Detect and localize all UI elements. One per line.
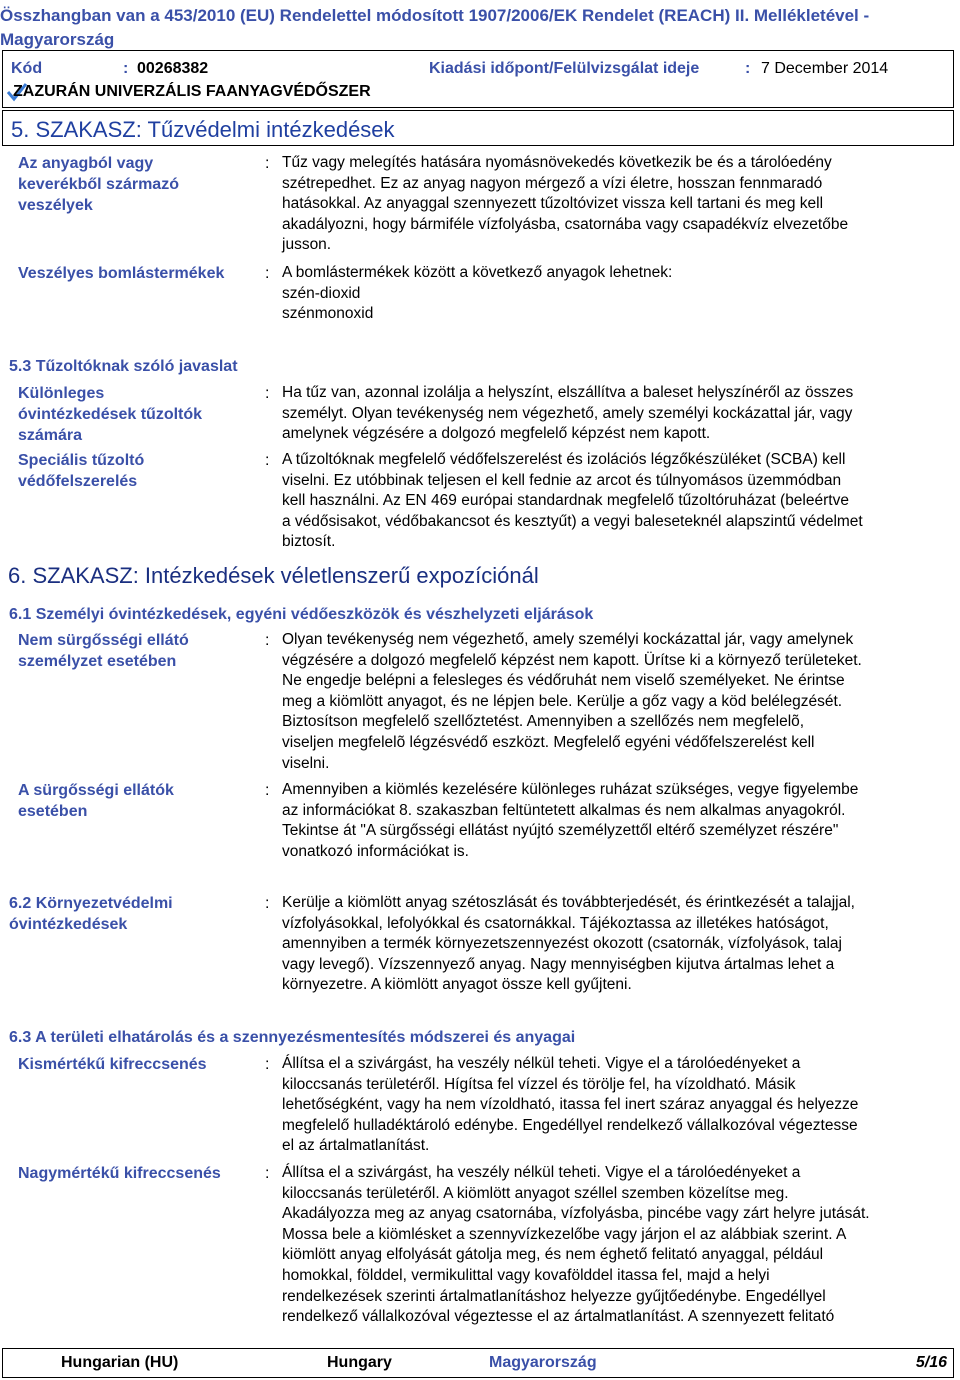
environmental-precautions-label: 6.2 Környezetvédelmi óvintézkedések (9, 895, 173, 933)
page-number: 5/16 (915, 1354, 947, 1371)
hazards-text: Tűz vagy melegítés hatására nyomásnövekedés következik be és a tárolóedény szétrepedhet. Ez az anyag nagyon mérgező a vízi életre, hosszan fennmaradó hatásokkal. Az anyaggal szennyezett tűzoltóvizet vissza kell tartani és meg kell akadályozni, hogy bármiféle vízfolyásba, csatornába vagy csapadékvíz elvezetőbe jusson. (282, 154, 849, 254)
decomposition-colon: : (265, 265, 270, 282)
code-label: Kód (11, 60, 43, 77)
non-emergency-colon: : (265, 632, 270, 649)
decomposition-text: A bomlástermékek között a következő anyagok lehetnek: szén-dioxid szénmonoxid (282, 264, 673, 323)
special-precautions-label: Különleges óvintézkedések tűzoltók számára (18, 385, 203, 444)
footer-local-country: Magyarország (489, 1354, 597, 1371)
firefighter-ppe-text: A tűzoltóknak megfelelő védőfelszerelést és izolációs légzőkészüléket (SCBA) kell viselni. Ez utóbbinak teljesen el kell fednie az arcot és túlnyomásos üzemmódban kell használni. Az EN 469 európai standardnak megfelelő tűzoltóruházat (beleértve a védősisakot, védőbakancsot és kesztyűt) a vegyi baleseteknél alapszintű védelmet biztosít. (282, 451, 863, 551)
footer-language: Hungarian (HU) (61, 1354, 179, 1371)
emergency-responders-text: Amennyiben a kiömlés kezelésére különleges ruházat szükséges, vegye figyelembe az információkat 8. szakaszban feltüntetett alkalmas és nem alkalmas anyagokról. Tekintse át "A sürgősségi ellátást nyújtó személyzettől eltérő személyzet részére" vonatkozó információkat is. (282, 781, 859, 860)
small-spill-text: Állítsa el a szivárgást, ha veszély nélkül teheti. Vigye el a tárolóedényeket a kiloccsanás területéről. Hígítsa fel vízzel és törölje fel, ha vízoldható. Másik lehetőségként, vagy ha nem vízoldható, itassa fel inert száraz anyaggal és helyezze megfelelő hulladéktároló edénybe. Engedéllyel rendelkező vállalkozóval végeztesse el az ártalmatlanítást. (282, 1055, 859, 1155)
large-spill-label: Nagymértékű kifreccsenés (18, 1165, 221, 1182)
firefighter-ppe-label: Speciális tűzoltó védőfelszerelés (18, 452, 145, 490)
product-name: ZAZURÁN UNIVERZÁLIS FAANYAGVÉDŐSZER (13, 83, 371, 100)
non-emergency-label: Nem sürgősségi ellátó személyzet esetében (18, 632, 189, 670)
issue-date-label: Kiadási időpont/Felülvizsgálat ideje (429, 60, 700, 77)
special-precautions-text: Ha tűz van, azonnal izolálja a helyszínt, elszállítva a baleset helyszínéről az összes személyt. Olyan tevékenység nem végezhető, amely személyi kockázattal jár, vagy amelynek végzésére a dolgozó megfelelő képzést nem kapott. (282, 384, 854, 443)
emergency-responders-label: A sürgősségi ellátók esetében (18, 782, 174, 820)
small-spill-colon: : (265, 1056, 270, 1073)
hazards-colon: : (265, 155, 270, 172)
issue-date-separator: : (745, 60, 751, 77)
subsection-6-1-title: 6.1 Személyi óvintézkedések, egyéni védőeszközök és vészhelyzeti eljárások (9, 606, 594, 623)
page-footer (2, 1348, 954, 1378)
environmental-precautions-text: Kerülje a kiömlött anyag szétoszlását és továbbterjedését, és érintkezését a talajjal, vízfolyásokkal, lefolyókkal és csatornákkal. Tájékoztassa az illetékes hatóságot, amennyiben a termék környezetszennyezést okozott (csatornák, vízfolyások, talaj vagy levegő). Vízszennyező anyag. Nagy mennyiségben kijutva ártalmas lehet a környezetre. A kiömlött anyagot össze kell gyűjteni. (282, 894, 855, 994)
small-spill-label: Kismértékű kifreccsenés (18, 1056, 207, 1073)
firefighter-ppe-colon: : (265, 452, 270, 469)
subsection-5-3-title: 5.3 Tűzoltóknak szóló javaslat (9, 358, 238, 375)
section-5-header (2, 110, 954, 146)
hazards-label: Az anyagból vagy keverékből származó veszélyek (18, 155, 179, 214)
large-spill-colon: : (265, 1165, 270, 1182)
decomposition-label: Veszélyes bomlástermékek (18, 265, 225, 282)
non-emergency-text: Olyan tevékenység nem végezhető, amely személyi kockázattal jár, vagy amelynek végzésére a dolgozó megfelelő képzést nem kapott. Ürítse ki a környező területeket. Ne engedje belépni a felesleges és védőruhát nem viselő személyeket. Ne érintse meg a kiömlött anyagot, és ne lépjen bele. Kerülje a gőz vagy a köd belélegzését. Biztosítson megfelelő szellőztetést. Amennyiben a szellőzés nem megfelelõ, viseljen megfelelõ légzésvédő eszközt. Megfelelő egyéni védőfelszerelést kell viselni. (282, 631, 862, 772)
issue-date-value: 7 December 2014 (761, 60, 889, 77)
section-6-title: 6. SZAKASZ: Intézkedések véletlenszerű expozíciónál (8, 563, 539, 588)
section-5-title: 5. SZAKASZ: Tűzvédelmi intézkedések (11, 117, 395, 142)
special-precautions-colon: : (265, 385, 270, 402)
large-spill-text: Állítsa el a szivárgást, ha veszély nélkül teheti. Vigye el a tárolóedényeket a kiloccsanás területéről. A kiömlött anyagot széllel szemben közelítse meg. Akadályozza meg az anyag csatornába, vízfolyásba, pincébe vagy zárt helyre jutását. Mossa bele a kiömlésket a szennyvízkezelőbe vagy járjon el az alábbiak szerint. A kiömlött anyag elfolyását gátolja meg, és nem éghető felitató anyaggal, például homokkal, földdel, vermikulittal vagy kovafölddel itassa fel, majd a helyi rendelkezések szerinti ártalmatlanításhoz helyezze gyűjtőedénybe. Engedéllyel rendelkező vállalkozóval végeztesse el az ártalmatlanítást. A szennyezett felitató (282, 1164, 870, 1326)
emergency-responders-colon: : (265, 782, 270, 799)
code-value: 00268382 (137, 60, 209, 77)
footer-country: Hungary (327, 1354, 392, 1371)
code-separator: : (123, 60, 129, 77)
subsection-6-3-title: 6.3 A területi elhatárolás és a szennyezésmentesítés módszerei és anyagai (9, 1029, 576, 1046)
product-header (2, 50, 954, 108)
environmental-precautions-colon: : (265, 895, 270, 912)
regulation-title: Összhangban van a 453/2010 (EU) Rendelettel módosított 1907/2006/EK Rendelet (REACH) II. Mellékletével - Magyarország (0, 6, 870, 49)
